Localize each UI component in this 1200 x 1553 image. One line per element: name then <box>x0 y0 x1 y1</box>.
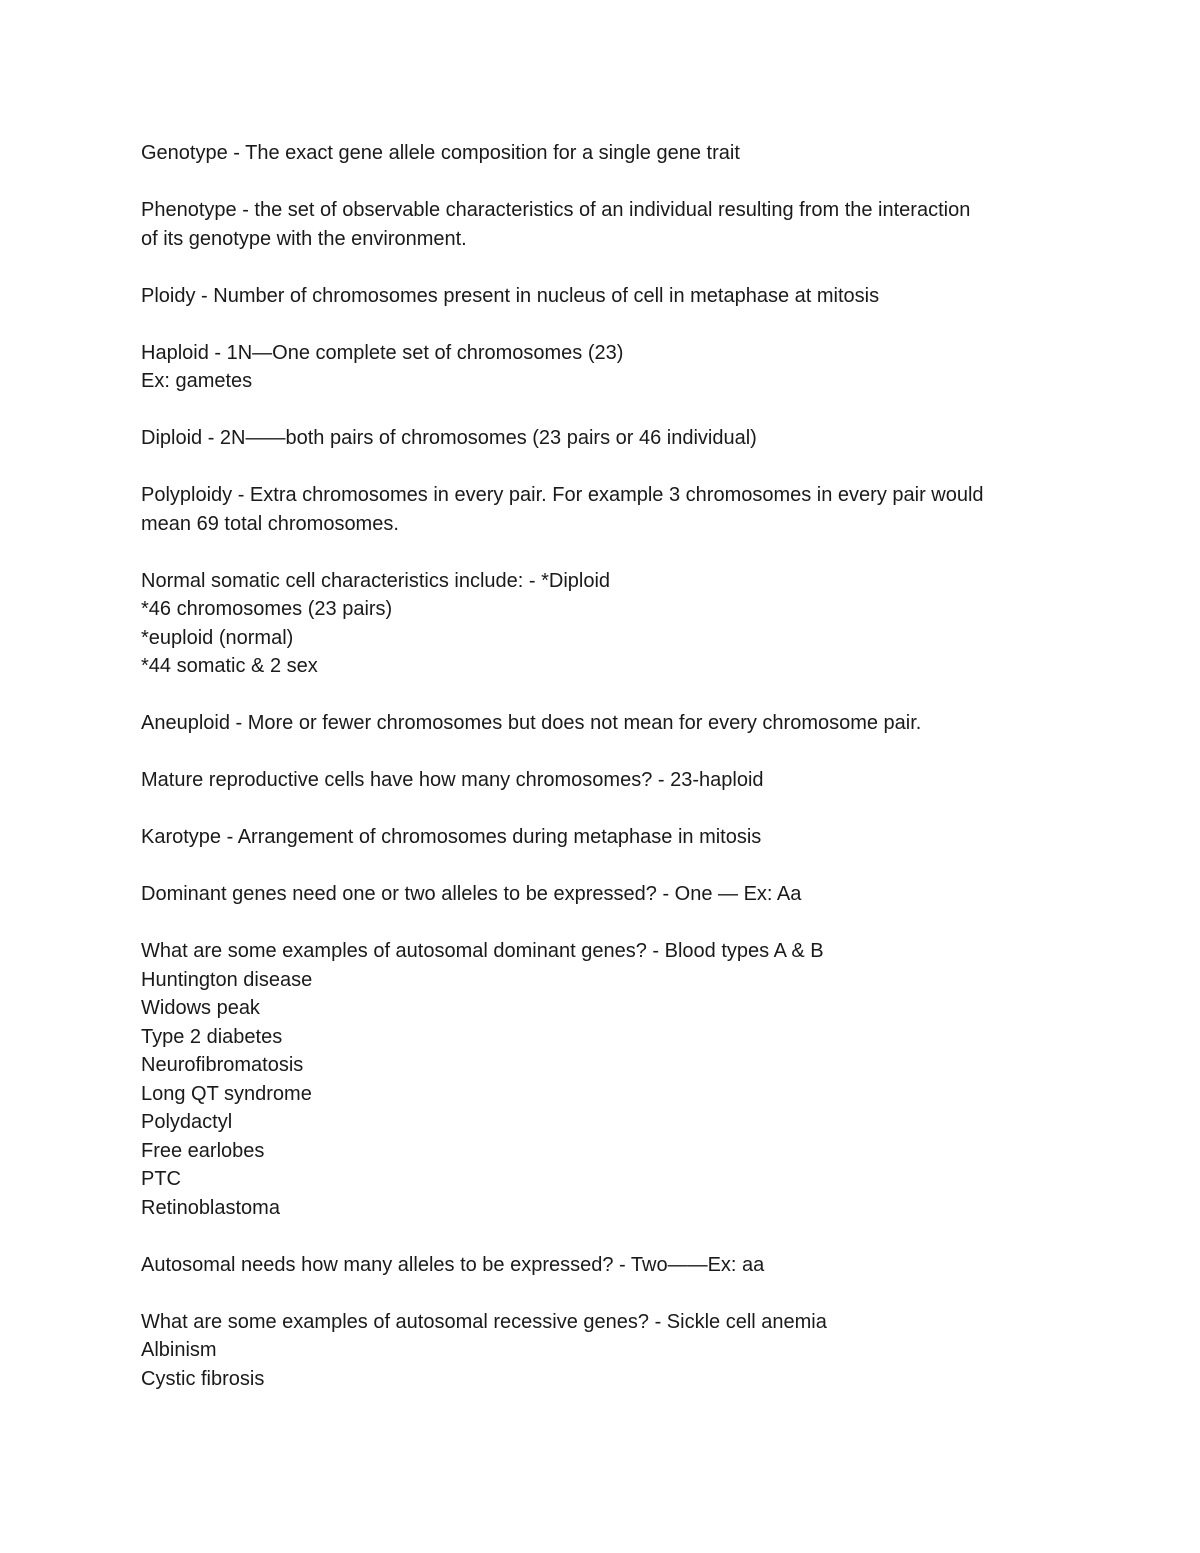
paragraph <box>141 709 1071 738</box>
paragraph <box>141 339 1071 396</box>
paragraph <box>141 880 1071 909</box>
text-line: Huntington disease <box>141 968 313 991</box>
text-line: Haploid - 1N—One complete set of chromosomes (23) <box>141 341 624 364</box>
text-line: Diploid - 2N——both pairs of chromosomes (23 pairs or 46 individual) <box>141 427 757 449</box>
text-line: *44 somatic & 2 sex <box>141 655 318 677</box>
text-line: Long QT syndrome <box>141 1082 312 1105</box>
text-line: Cystic fibrosis <box>141 1367 265 1390</box>
paragraph <box>141 766 1071 795</box>
paragraph <box>141 139 1071 168</box>
text-line: Ploidy - Number of chromosomes present in nucleus of cell in metaphase at mitosis <box>141 284 880 307</box>
text-line: of its genotype with the environment. <box>141 227 467 250</box>
paragraph <box>141 567 1071 681</box>
paragraph <box>141 424 1071 453</box>
text-line: Retinoblastoma <box>141 1196 280 1219</box>
text-line: Mature reproductive cells have how many chromosomes? - 23-haploid <box>141 769 764 791</box>
text-line: Autosomal needs how many alleles to be expressed? - Two——Ex: aa <box>141 1253 765 1276</box>
text-line: Albinism <box>141 1339 217 1361</box>
text-line: Neurofibromatosis <box>141 1054 304 1076</box>
text-line: Ex: gametes <box>141 370 253 392</box>
paragraph <box>141 823 1071 852</box>
text-line: *euploid (normal) <box>141 626 294 649</box>
text-line: Normal somatic cell characteristics include: - *Diploid <box>141 569 611 592</box>
text-line: Aneuploid - More or fewer chromosomes but does not mean for every chromosome pair. <box>141 712 922 734</box>
text-line: What are some examples of autosomal dominant genes? - Blood types A & B <box>141 940 824 962</box>
paragraph <box>141 481 1071 538</box>
text-line: Polyploidy - Extra chromosomes in every pair. For example 3 chromosomes in every pair would <box>141 484 984 506</box>
text-line: Polydactyl <box>141 1111 233 1133</box>
text-line: Karotype - Arrangement of chromosomes during metaphase in mitosis <box>141 826 762 848</box>
text-line: Widows peak <box>141 997 260 1019</box>
text-line: Dominant genes need one or two alleles to be expressed? - One — Ex: Aa <box>141 883 802 905</box>
paragraph <box>141 1251 1071 1280</box>
text-line: PTC <box>141 1168 181 1190</box>
text-line: *46 chromosomes (23 pairs) <box>141 598 393 620</box>
text-line: What are some examples of autosomal recessive genes? - Sickle cell anemia <box>141 1310 827 1333</box>
document-body <box>141 139 1071 1422</box>
text-line: Phenotype - the set of observable characteristics of an individual resulting from the interaction <box>141 199 971 221</box>
paragraph <box>141 1308 1071 1394</box>
text-line: mean 69 total chromosomes. <box>141 512 399 535</box>
text-line: Type 2 diabetes <box>141 1025 283 1048</box>
text-line: Genotype - The exact gene allele composition for a single gene trait <box>141 142 740 164</box>
paragraph <box>141 937 1071 1222</box>
paragraph <box>141 282 1071 311</box>
text-line: Free earlobes <box>141 1139 265 1162</box>
paragraph <box>141 196 1071 253</box>
